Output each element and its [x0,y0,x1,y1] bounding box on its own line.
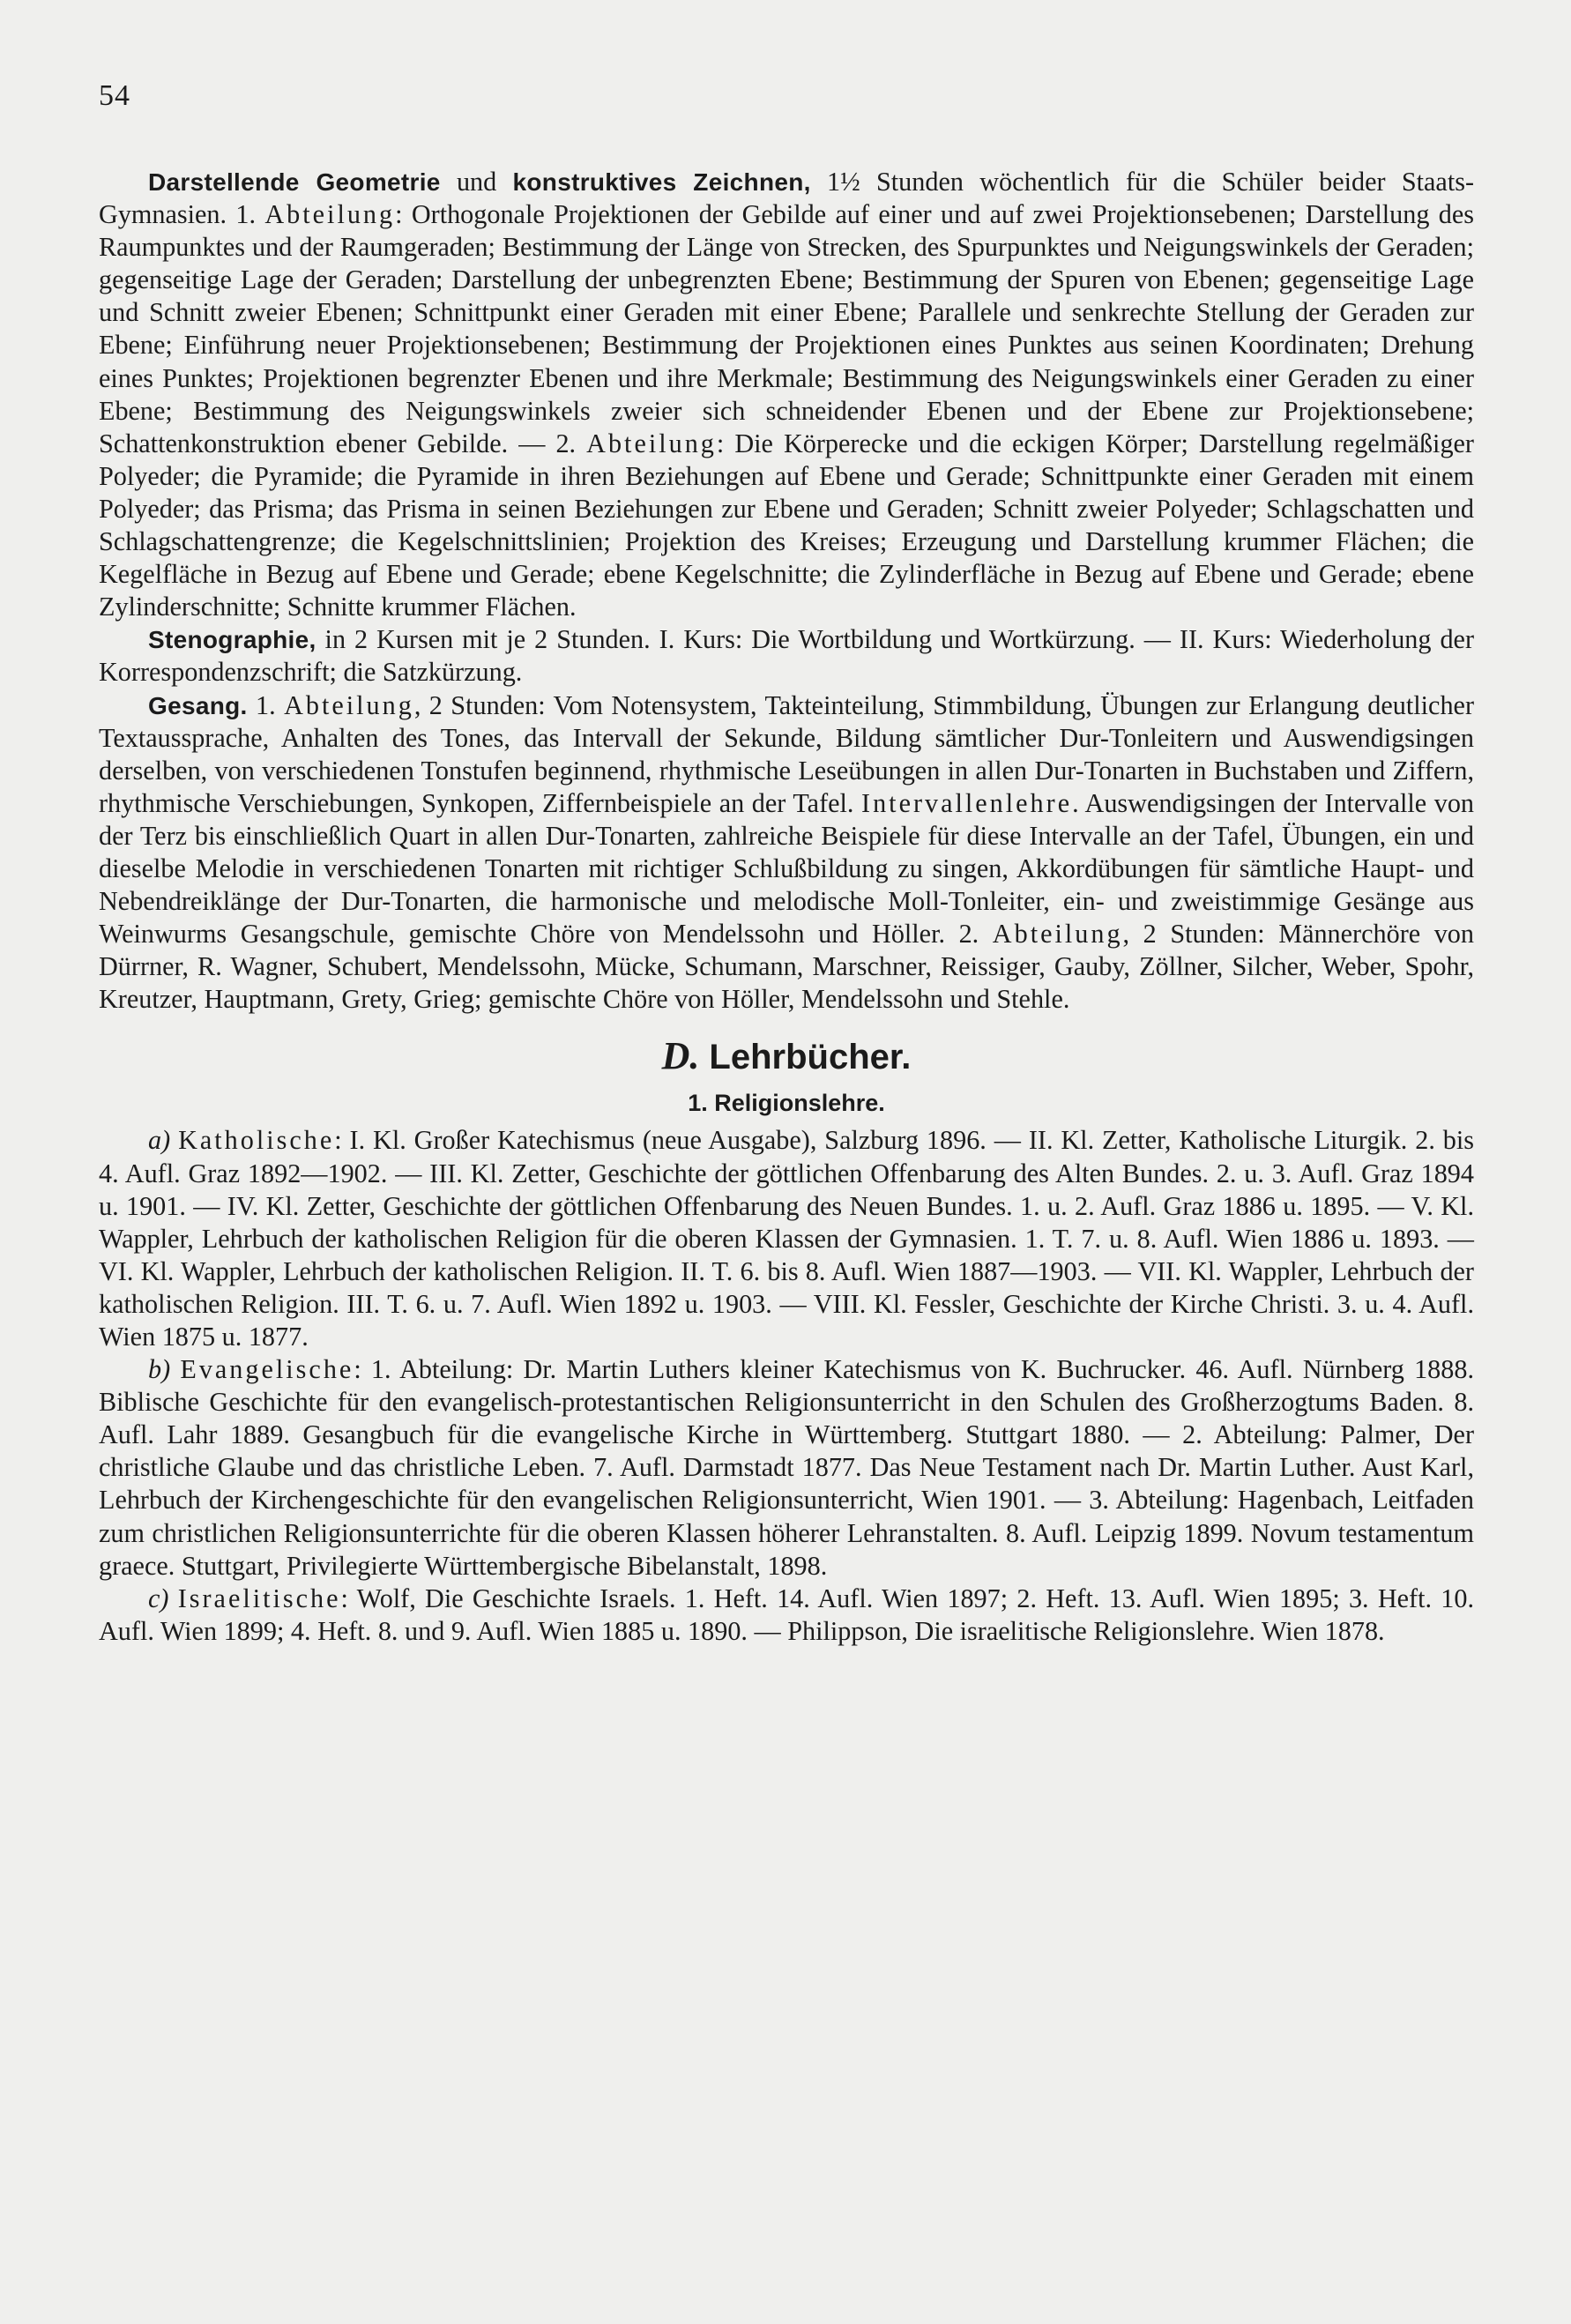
geometrie-abt1-label: Abteilung [264,199,396,230]
israelitische-label: Israelitische [177,1583,341,1613]
israelitische-paragraph [99,1583,1474,1648]
katholische-label: Katholische [178,1125,335,1156]
gesang-text3: , 2 Stunden: Männerchöre von Dürrner, R. Wagner, Schubert, Mendelssohn, Mücke, Schumann, Marschner, Reissiger, Gauby, Zöllner, Silcher, Weber, Spohr, Kreutzer, Hauptmann, Grety, Grieg; gemischte Chöre von Höller, Mendelssohn und Stehle. [99,919,1474,1015]
gesang-abt2-label: Abteilung [992,919,1123,950]
geometrie-abt2-label: Abteilung [586,428,717,458]
page-number: 54 [99,79,130,112]
evangelische-marker: b) [148,1354,171,1385]
evangelische-label: Evangelische [180,1354,354,1385]
gesang-heading: Gesang. [148,691,248,719]
evangelische-text: : 1. Abteilung: Dr. Martin Luthers kleiner Katechismus von K. Buchrucker. 46. Aufl. Nürnberg 1888. Biblische Geschichte für den evangelisch-protestantischen Religionsunterricht in den Schulen des Großherzogtums Baden. 8. Aufl. Lahr 1889. Gesangbuch für die evangelische Kirche in Württemberg. Stuttgart 1880. — 2. Abteilung: Palmer, Der christliche Glaube und das christliche Leben. 7. Aufl. Darmstadt 1877. Das Neue Testament nach Dr. Martin Luther. Aust Karl, Lehrbuch der Kirchengeschichte für den evangelischen Religionsunterricht, Wien 1901. — 3. Abteilung: Hagenbach, Leitfaden zum christlichen Religionsunterrichte für die oberen Klassen höherer Lehranstalten. 8. Aufl. Leipzig 1899. Novum testamentum graece. Stuttgart, Privilegierte Württembergische Bibelanstalt, 1898. [99,1354,1474,1581]
katholische-paragraph [99,1124,1474,1353]
geometrie-heading: Darstellende Geometrie [148,168,441,196]
gesang-text2: . Auswendigsingen der Intervalle von der Terz bis einschließlich Quart in allen Dur-Tonarten, zahlreiche Beispiele für diese Intervalle an der Tafel, Übungen, ein und dieselbe Melodie in verschiedenen Tonarten mit richtiger Schlußbildung zu singen, Akkordübungen für sämtliche Haupt- und Nebendreiklänge der Dur-Tonarten, die harmonische und melodische Moll-Tonleiter, ein- und zweistimmige Gesänge aus Weinwurms Gesangschule, gemischte Chöre von Mendelssohn und Höller. 2. [99,787,1475,950]
geometrie-intro: 1½ Stunden wöchentlich für die Schüler beider Staats-Gymnasien. 1. [99,167,1475,230]
israelitische-marker: c) [148,1583,169,1613]
geometrie-paragraph [99,166,1474,623]
israelitische-text: : Wolf, Die Geschichte Israels. 1. Heft. 14. Aufl. Wien 1897; 2. Heft. 13. Aufl. Wien 1895; 3. Heft. 10. Aufl. Wien 1899; 4. Heft. 8. und 9. Aufl. Wien 1885 u. 1890. — Philippson, Die israelitische Religionslehre. Wien 1878. [99,1583,1475,1646]
stenographie-heading: Stenographie, [148,626,316,654]
religionslehre-title: 1. Religionslehre. [688,1090,885,1117]
katholische-marker: a) [148,1125,171,1156]
geometrie-abt2-text: : Die Körperecke und die eckigen Körper; Darstellung regelmäßiger Polyeder; die Pyramide; die Pyramide in ihren Beziehungen auf Ebene und Gerade; Schnittpunkte einer Geraden mit einem Polyeder; das Prisma; das Prisma in seinen Beziehungen zur Ebene und Geraden; Schnitt zweier Polyeder; Schlagschatten und Schlagschattengrenze; die Kegelschnittslinien; Projektion des Kreises; Erzeugung und Darstellung krummer Flächen; die Kegelfläche in Bezug auf Ebene und Gerade; ebene Kegelschnitte; die Zylinderfläche in Bezug auf Ebene und Gerade; ebene Zylinderschnitte; Schnitte krummer Flächen. [99,428,1474,622]
katholische-text: : I. Kl. Großer Katechismus (neue Ausgabe), Salzburg 1896. — II. Kl. Zetter, Katholische Liturgik. 2. bis 4. Aufl. Graz 1892—1902. — III. Kl. Zetter, Geschichte der göttlichen Offenbarung des Alten Bundes. 2. u. 3. Aufl. Graz 1894 u. 1901. — IV. Kl. Zetter, Geschichte der göttlichen Offenbarung des Neuen Bundes. 1. u. 2. Aufl. Graz 1886 u. 1895. — V. Kl. Wappler, Lehrbuch der katholischen Religion für die oberen Klassen der Gymnasien. 1. T. 7. u. 8. Aufl. Wien 1886 u. 1893. — VI. Kl. Wappler, Lehrbuch der katholischen Religion. II. T. 6. bis 8. Aufl. Wien 1887—1903. — VII. Kl. Wappler, Lehrbuch der katholischen Religion. III. T. 6. u. 7. Aufl. Wien 1892 u. 1903. — VIII. Kl. Fessler, Geschichte der Kirche Christi. 3. u. 4. Aufl. Wien 1875 u. 1877. [99,1125,1474,1352]
stenographie-text: in 2 Kursen mit je 2 Stunden. I. Kurs: Die Wortbildung und Wortkürzung. — II. Kurs: Wiederholung der Korrespondenzschrift; die Satzkürzung. [99,624,1474,688]
section-d-word: Lehrbücher. [709,1038,912,1077]
section-d-letter: D. [661,1034,700,1078]
geometrie-heading-2: konstruktives Zeichnen, [512,168,811,196]
gesang-pre1: 1. [247,689,285,720]
page-body [99,166,1474,1648]
gesang-intervall-label: Intervallenlehre [861,787,1073,818]
stenographie-paragraph [99,623,1474,689]
geometrie-und: und [440,167,513,197]
gesang-abt1-label: Abteilung [284,689,414,720]
gesang-paragraph [99,689,1474,1017]
evangelische-paragraph [99,1353,1474,1583]
geometrie-abt1-text: : Orthogonale Projektionen der Gebilde auf einer und auf zwei Projektionsebenen; Darstellung des Raumpunktes und der Raumgeraden; Bestimmung der Länge von Strecken, des Spurpunktes und Neigungswinkels der Geraden; gegenseitige Lage der Geraden; Darstellung der unbegrenzten Ebene; Bestimmung der Spuren von Ebenen; gegenseitige Lage und Schnitt zweier Ebenen; Schnittpunkt einer Geraden mit einer Ebene; Parallele und senkrechte Stellung der Geraden zur Ebene; Einführung neuer Projektionsebenen; Bestimmung der Projektionen eines Punktes aus seinen Koordinaten; Drehung eines Punktes; Projektionen begrenzter Ebenen und ihre Merkmale; Bestimmung des Neigungswinkels einer Geraden zu einer Ebene; Bestimmung des Neigungswinkels zweier sich schneidender Ebenen und der Ebene zur Projektionsebene; Schattenkonstruktion ebener Gebilde. — 2. [99,199,1475,458]
section-d-title [99,1033,1474,1080]
gesang-text1: , 2 Stunden: Vom Notensystem, Takteinteilung, Stimmbildung, Übungen zur Erlangung deutlicher Textaussprache, Anhalten des Tones, das Intervall der Sekunde, Bildung sämtlicher Dur-Tonleitern und Auswendigsingen derselben, von verschiedenen Tonstufen beginnend, rhythmische Leseübungen in allen Dur-Tonarten in Buchstaben und Ziffern, rhythmische Verschiebungen, Synkopen, Ziffernbeispiele an der Tafel. [99,689,1474,818]
